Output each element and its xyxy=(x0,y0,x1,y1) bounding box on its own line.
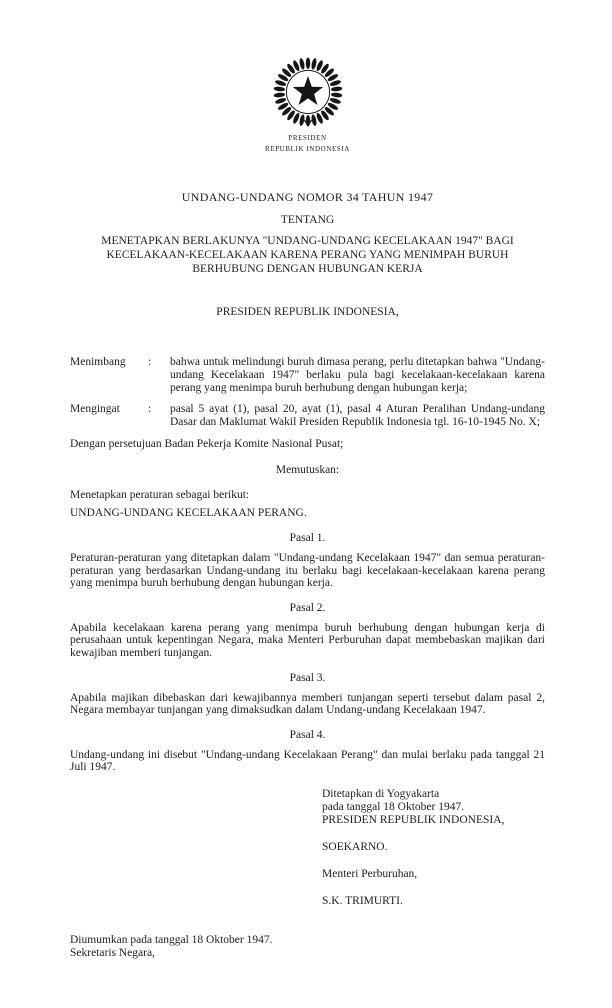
menetapkan-line: Menetapkan peraturan sebagai berikut: xyxy=(70,489,250,501)
closing-office: PRESIDEN REPUBLIK INDONESIA, xyxy=(322,813,505,826)
agreement-line: Dengan persetujuan Badan Pekerja Komite Nasional Pusat; xyxy=(70,438,344,450)
announcement-block xyxy=(70,934,545,960)
emblem-caption-republik: REPUBLIK INDONESIA xyxy=(265,145,350,153)
article-2 xyxy=(70,602,545,660)
presidential-emblem xyxy=(70,52,545,154)
law-number-title: UNDANG-UNDANG NOMOR 34 TAHUN 1947 xyxy=(181,190,434,204)
spacer xyxy=(322,827,545,841)
law-subject-title: MENETAPKAN BERLAKUNYA "UNDANG-UNDANG KECELAKAAN 1947" BAGI KECELAKAAN-KECELAKAAN KARENA PERANG YANG MENIMPAH BURUH BERHUBUNG DENGAN HUBUNGAN KERJA xyxy=(101,235,514,275)
menimbang-row xyxy=(70,356,545,395)
menimbang-colon: : xyxy=(148,356,152,368)
issuer-line: PRESIDEN REPUBLIK INDONESIA, xyxy=(216,306,399,318)
article-4-body: Undang-undang ini disebut "Undang-undang Kecelakaan Perang" dan mulai berlaku pada tanggal 21 Juli 1947. xyxy=(70,748,545,774)
menimbang-text: bahwa untuk melindungi buruh dimasa perang, perlu ditetapkan bahwa "Undang-undang Kecelakaan 1947" berlaku pula bagi kecelakaan-kecelakaan karena perang yang menimpa buruh berhubung dengan hubungan kerja; xyxy=(170,356,545,394)
closing-date: pada tanggal 18 Oktober 1947. xyxy=(322,800,465,813)
closing-signature-block xyxy=(322,788,545,908)
menimbang-label: Menimbang xyxy=(70,356,126,368)
spacer xyxy=(322,881,545,895)
mengingat-row xyxy=(70,403,545,429)
article-4 xyxy=(70,729,545,774)
announced-line: Diumumkan pada tanggal 18 Oktober 1947. xyxy=(70,933,273,946)
spacer xyxy=(322,854,545,868)
article-1 xyxy=(70,532,545,590)
article-3-heading: Pasal 3. xyxy=(289,671,326,684)
star-wreath-icon xyxy=(268,52,348,132)
emblem-caption-presiden: PRESIDEN xyxy=(288,134,327,142)
memutuskan-heading: Memutuskan: xyxy=(275,464,340,476)
mengingat-label: Mengingat xyxy=(70,403,120,415)
secretary-line: Sekretaris Negara, xyxy=(70,946,155,959)
article-2-heading: Pasal 2. xyxy=(289,601,326,614)
minister-title: Menteri Perburuhan, xyxy=(322,867,418,880)
mengingat-text: pasal 5 ayat (1), pasal 20, ayat (1), pasal 4 Aturan Peralihan Undang-undang Dasar dan Maklumat Wakil Presiden Republik Indonesia tgl. 16-10-1945 No. X; xyxy=(170,403,545,428)
president-name: SOEKARNO. xyxy=(322,840,388,853)
article-3-body: Apabila majikan dibebaskan dari kewajibannya memberi tunjangan seperti tersebut dalam pasal 2, Negara membayar tunjangan yang dimaksudkan dalam Undang-undang Kecelakaan 1947. xyxy=(70,691,545,717)
tentang-label: TENTANG xyxy=(280,214,335,226)
mengingat-colon: : xyxy=(148,403,152,415)
law-name-line: UNDANG-UNDANG KECELAKAAN PERANG. xyxy=(70,507,307,519)
closing-place: Ditetapkan di Yogyakarta xyxy=(322,787,440,800)
article-2-body: Apabila kecelakaan karena perang yang menimpa buruh berhubung dengan hubungan kerja di perusahaan untuk kepentingan Negara, maka Menteri Perburuhan dapat membebaskan majikan dari kewajiban memberi tunjangan. xyxy=(70,621,545,659)
article-3 xyxy=(70,672,545,717)
article-4-heading: Pasal 4. xyxy=(289,728,326,741)
article-1-heading: Pasal 1. xyxy=(289,532,326,544)
minister-name: S.K. TRIMURTI. xyxy=(322,894,403,907)
article-1-body: Peraturan-peraturan yang ditetapkan dalam "Undang-undang Kecelakaan 1947" dan semua peraturan-peraturan yang berdasarkan Undang-undang itu berlaku bagi kecelakaan-kecelakaan karena perang yang menimpa buruh berhubung dengan hubungan kerja. xyxy=(70,552,545,590)
